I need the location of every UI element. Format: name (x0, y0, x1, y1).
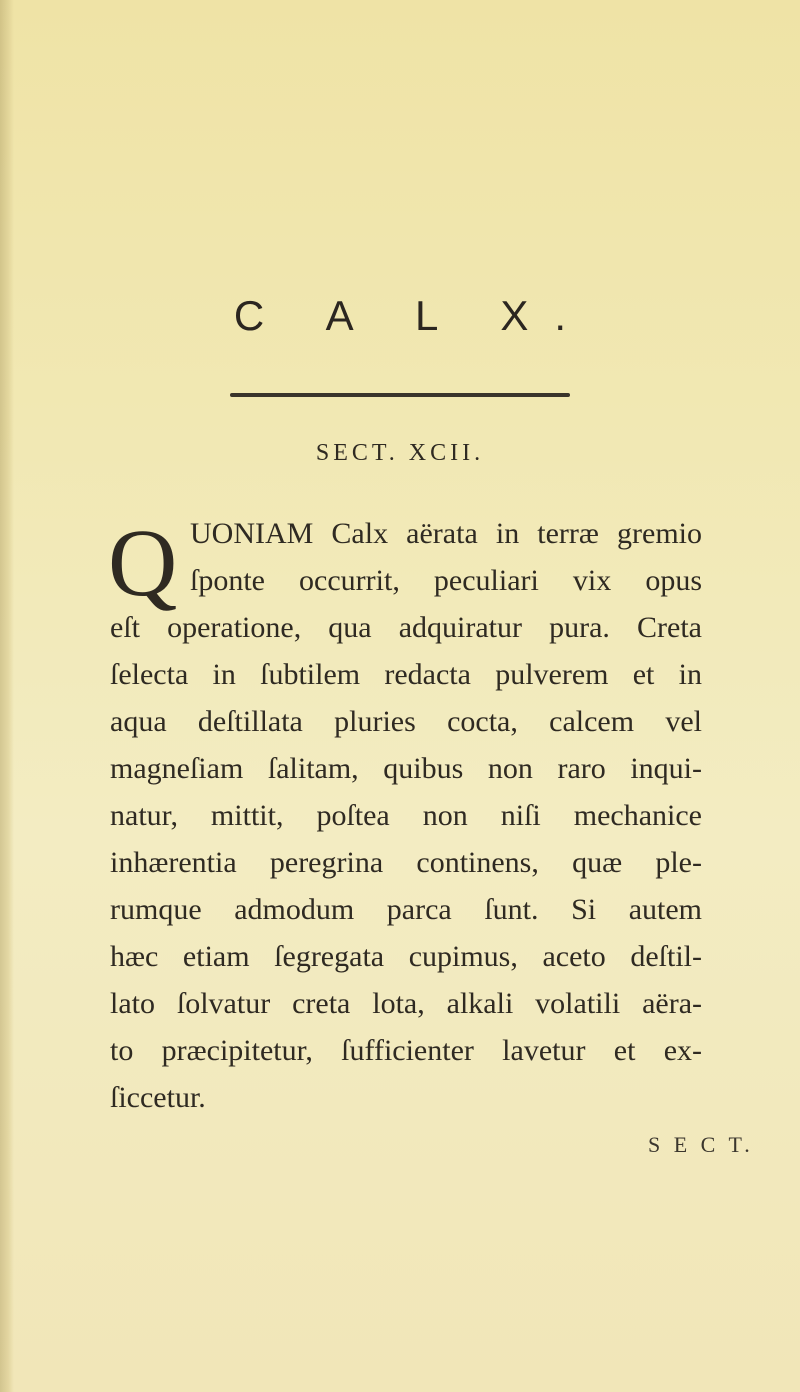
paragraph-line: natur, mittit, poſtea non niſi mechanice (110, 799, 702, 832)
paragraph-line: UONIAM Calx aërata in terræ gremio (190, 517, 702, 550)
paragraph (110, 510, 702, 1121)
paragraph-line: aqua deſtillata pluries cocta, calcem vel (110, 705, 702, 738)
catchword: S E C T. (648, 1132, 754, 1157)
running-title: C A L X. (233, 292, 593, 339)
paragraph-line: eſt operatione, qua adquiratur pura. Creta (110, 611, 702, 644)
paragraph-line: magneſiam ſalitam, quibus non raro inqui- (110, 752, 702, 785)
paragraph-line: to præcipitetur, ſufficienter lavetur et ex- (110, 1034, 702, 1067)
paragraph-line: hæc etiam ſegregata cupimus, aceto deſtil- (110, 940, 702, 973)
page-edge-shadow (0, 0, 14, 1392)
drop-cap: Q (108, 509, 178, 616)
paragraph-line: lato ſolvatur creta lota, alkali volatili aëra- (110, 987, 702, 1020)
paragraph-line: rumque admodum parca ſunt. Si autem (110, 893, 702, 926)
paragraph-line: ſiccetur. (110, 1081, 206, 1114)
title-rule (230, 393, 570, 397)
paragraph-line: ſelecta in ſubtilem redacta pulverem et in (110, 658, 702, 691)
section-heading: SECT. XCII. (315, 440, 485, 466)
paragraph-line: inhærentia peregrina continens, quæ ple- (110, 846, 702, 879)
paragraph-line: ſponte occurrit, peculiari vix opus (190, 564, 702, 597)
